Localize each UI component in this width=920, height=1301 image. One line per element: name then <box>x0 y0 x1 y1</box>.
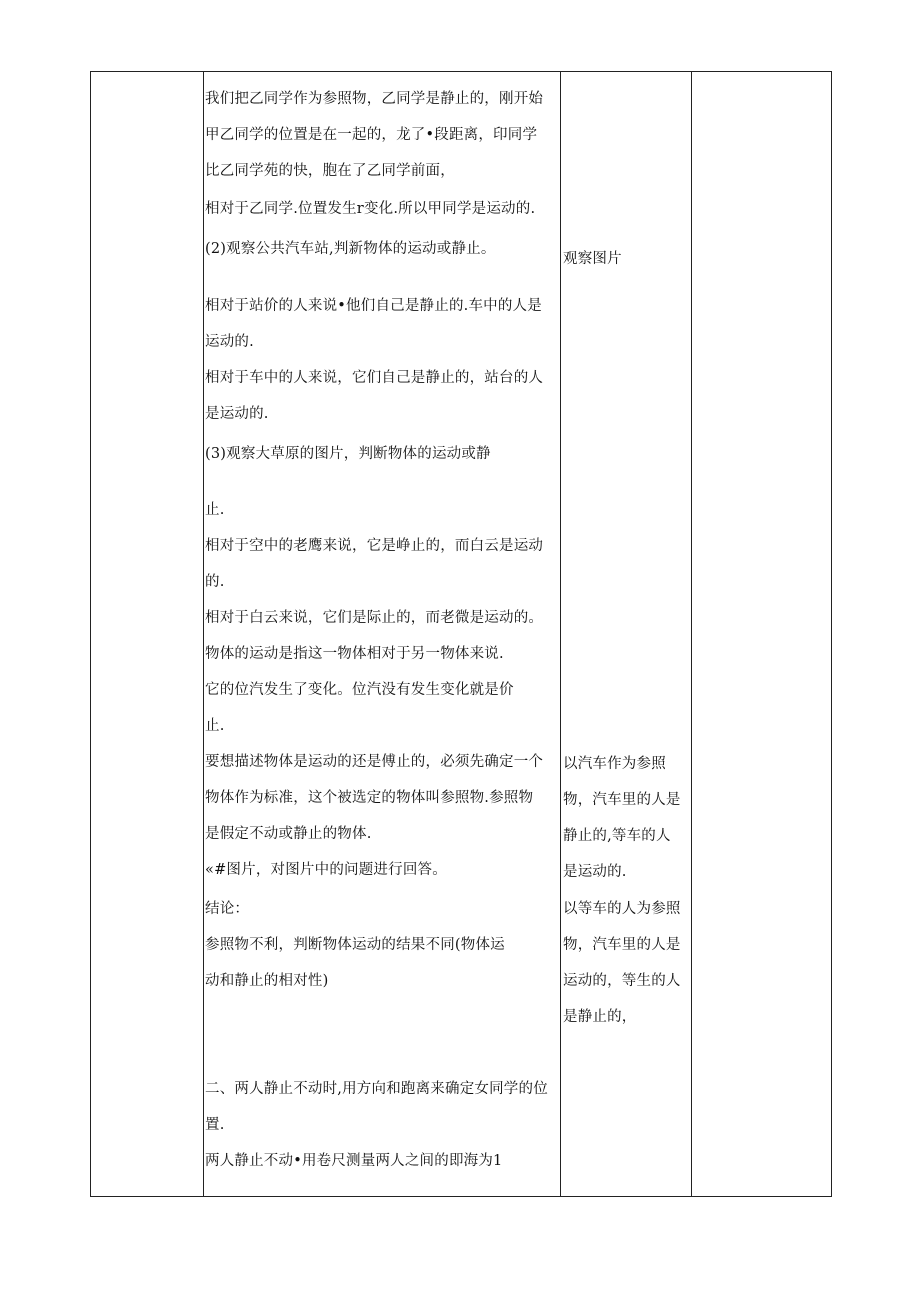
column-divider <box>203 72 204 1196</box>
content-line: 止. <box>205 502 225 518</box>
content-line: 运动的. <box>205 334 254 350</box>
content-line: 要想描述物体是运动的还是傅止的，必须先确定一个 <box>205 754 544 770</box>
content-line: «#图片，对图片中的问题进行回答。 <box>205 862 447 878</box>
content-line: (3)观察大草原的图片，判断物体的运动或静 <box>205 446 491 462</box>
activity-line: 物，汽车里的人是 <box>563 937 681 953</box>
activity-line: 观察图片 <box>563 251 622 267</box>
content-line: 比乙同学苑的快，胞在了乙同学前面， <box>205 163 455 179</box>
content-line: 相对于乙同学.位置发生r变化.所以甲同学是运动的. <box>205 201 536 217</box>
activity-line: 是运动的. <box>563 864 627 880</box>
content-line: 的. <box>205 574 225 590</box>
activity-line: 以等车的人为参照 <box>563 901 681 917</box>
column-divider <box>560 72 561 1196</box>
activity-line: 静止的,等车的人 <box>563 828 671 844</box>
activity-line: 运动的，等生的人 <box>563 973 681 989</box>
content-line: (2)观察公共汽车站,判新物体的运动或静止。 <box>205 241 496 257</box>
content-line: 参照物不利，判断物体运动的结果不同(物体运 <box>205 937 505 953</box>
content-line: 甲乙同学的位置是在一起的，龙了•段距离，印同学 <box>205 127 538 143</box>
content-line: 我们把乙同学作为参照物，乙同学是静止的，刚开始 <box>205 91 544 107</box>
content-line: 结论： <box>205 901 250 917</box>
column-divider <box>691 72 692 1196</box>
content-line: 两人静止不动•用卷尺测量两人之间的即海为1 <box>205 1153 503 1169</box>
lesson-table <box>90 71 832 1197</box>
content-line: 物体作为标准，这个被选定的物体叫参照物.参照物 <box>205 790 534 806</box>
content-line: 相对于空中的老鹰来说，它是峥止的，而白云是运动 <box>205 538 544 554</box>
content-line: 相对于白云来说，它们是际止的，而老微是运动的。 <box>205 610 544 626</box>
content-line: 动和静止的相对性) <box>205 973 329 989</box>
content-line: 二、两人静止不动时,用方向和跑离来确定女同学的位 <box>205 1081 548 1097</box>
activity-line: 以汽车作为参照 <box>563 756 666 772</box>
content-line: 相对于站价的人来说•他们自己是静止的.车中的人是 <box>205 298 542 314</box>
content-line: 止. <box>205 718 225 734</box>
activity-line: 是静止的， <box>563 1009 637 1025</box>
content-line: 是运动的. <box>205 406 269 422</box>
content-line: 置. <box>205 1117 225 1133</box>
content-line: 是假定不动或静止的物体. <box>205 826 372 842</box>
content-line: 相对于车中的人来说，它们自己是静止的，站台的人 <box>205 370 544 386</box>
content-line: 物体的运动是指这一物体相对于另一物体来说. <box>205 646 504 662</box>
content-line: 它的位汽发生了变化。位汽没有发生变化就是价 <box>205 682 514 698</box>
activity-line: 物，汽车里的人是 <box>563 792 681 808</box>
